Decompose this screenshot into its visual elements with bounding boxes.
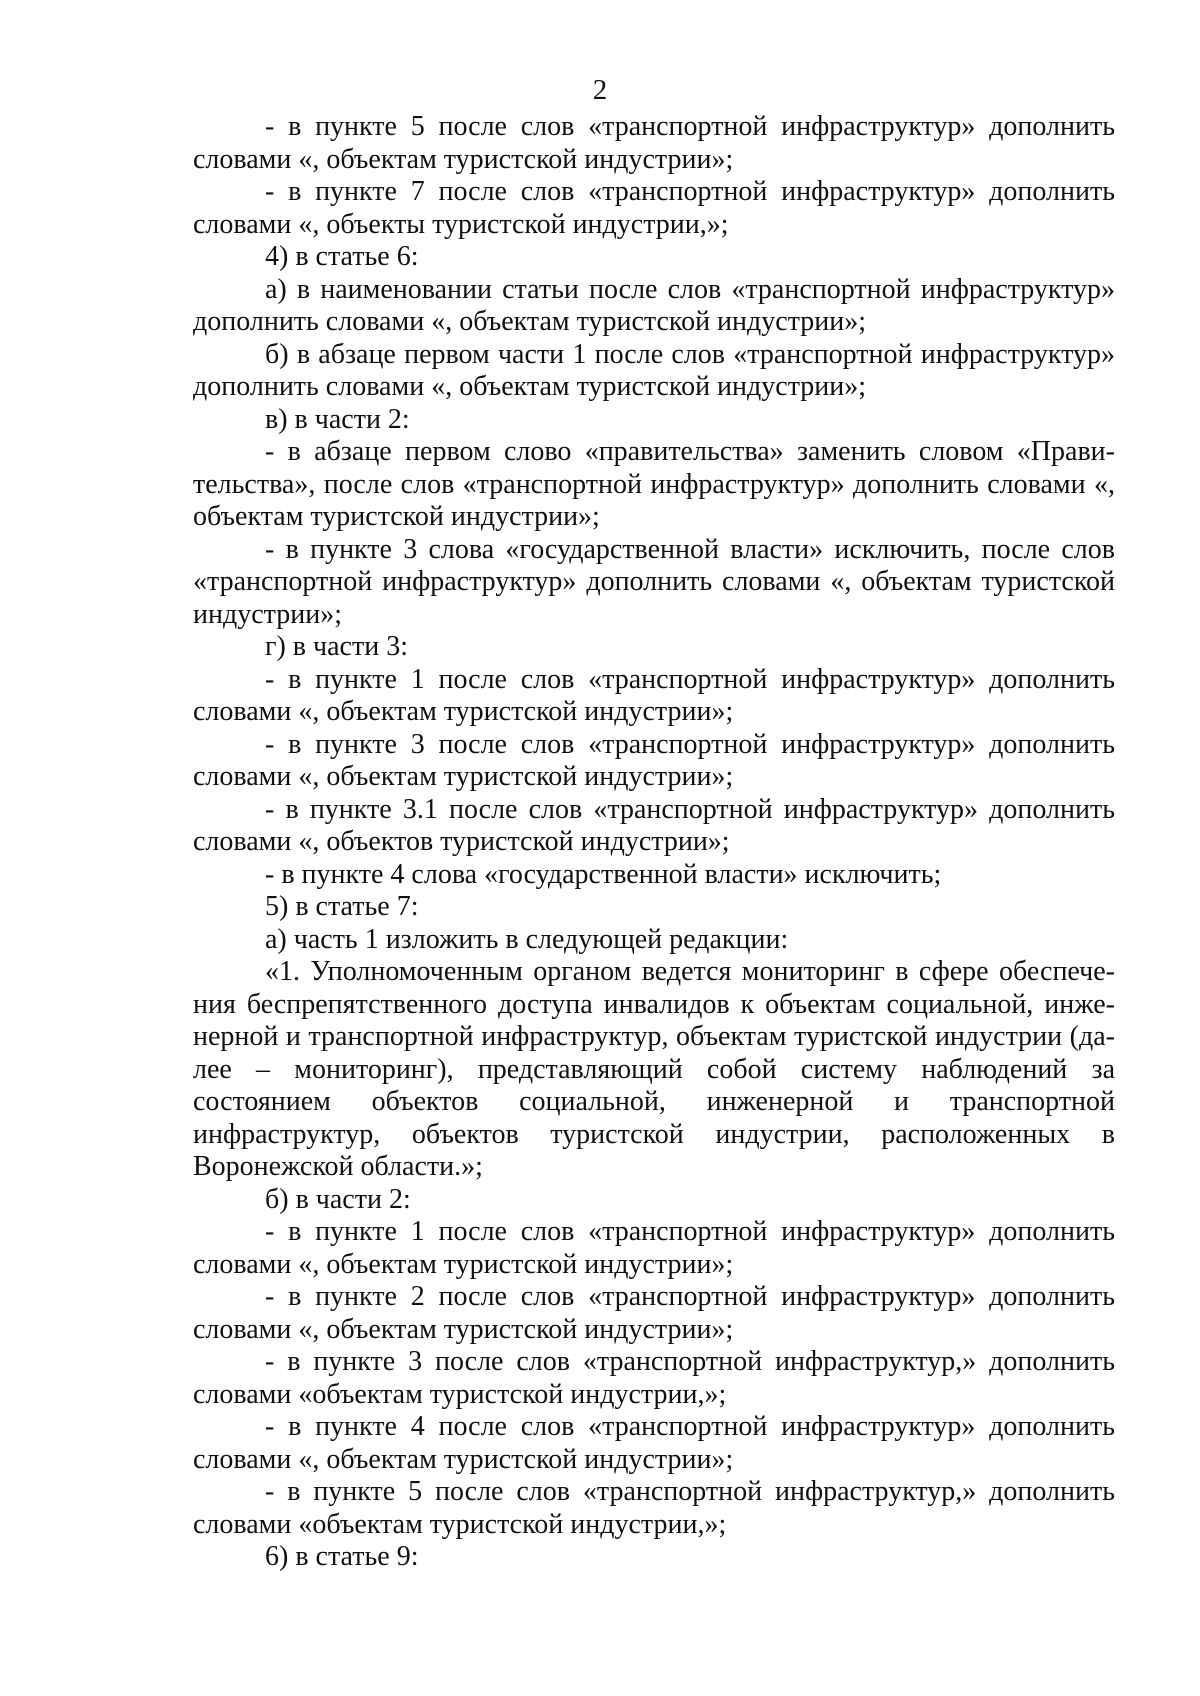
paragraph: а) часть 1 изложить в следующей редакции: [265,923,789,955]
paragraph: - в абзаце первом слово «правительства» заменить словом «Правительства», после слов «транспортной инфраструктур» дополнить словами «, объектам туристской индустрии»; [193,436,1115,532]
paragraph: 6) в статье 9: [265,1541,419,1572]
paragraph: а) в наименовании статьи после слов «транспортной инфраструктур» дополнить словами «, объектам туристской индустрии»; [193,273,1115,337]
paragraph: - в пункте 3 после слов «транспортной инфраструктур,» дополнить словами «объектам туристской индустрии,»; [193,1346,1115,1410]
paragraph: - в пункте 3 после слов «транспортной инфраструктур» дополнить словами «, объектам туристской индустрии»; [193,728,1115,792]
paragraph: - в пункте 5 после слов «транспортной инфраструктур,» дополнить словами «объектам туристской индустрии,»; [193,1476,1115,1540]
page-number: 2 [592,74,608,106]
paragraph: - в пункте 3 слова «государственной власти» исключить, после слов «транспортной инфраструктур» дополнить словами «, объектам туристской индустрии»; [193,533,1115,630]
paragraph: - в пункте 5 после слов «транспортной инфраструктур» дополнить словами «, объектам туристской индустрии»; [193,111,1115,175]
paragraph: - в пункте 3.1 после слов «транспортной инфраструктур» дополнить словами «, объектов туристской индустрии»; [193,793,1115,857]
paragraph: в) в части 2: [265,403,410,435]
paragraph: 4) в статье 6: [265,241,419,272]
paragraph: б) в абзаце первом части 1 после слов «транспортной инфраструктур» дополнить словами «, объектам туристской индустрии»; [193,338,1115,402]
paragraph: г) в части 3: [265,631,408,662]
paragraph: - в пункте 4 после слов «транспортной инфраструктур» дополнить словами «, объектам туристской индустрии»; [193,1411,1115,1475]
paragraph: - в пункте 1 после слов «транспортной инфраструктур» дополнить словами «, объектам туристской индустрии»; [193,663,1115,727]
paragraph: - в пункте 7 после слов «транспортной инфраструктур» дополнить словами «, объекты туристской индустрии,»; [193,176,1115,240]
paragraph: б) в части 2: [265,1183,411,1215]
paragraph: - в пункте 1 после слов «транспортной инфраструктур» дополнить словами «, объектам туристской индустрии»; [193,1216,1115,1280]
paragraph: - в пункте 4 слова «государственной власти» исключить; [265,858,942,890]
paragraph: 5) в статье 7: [265,891,419,922]
paragraph: - в пункте 2 после слов «транспортной инфраструктур» дополнить словами «, объектам туристской индустрии»; [193,1281,1115,1345]
paragraph: «1. Уполномоченным органом ведется мониторинг в сфере обеспечения беспрепятственного доступа инвалидов к объектам социальной, инженерной и транспортной инфраструктур, объектам туристской индустрии (далее – мониторинг), представляющий собой систему наблюдений за состоянием объектов социальной, инженерной и транспортной инфраструктур, объектов туристской индустрии, расположенных в Воронежской области.»; [193,956,1115,1182]
document-body [193,111,1115,1574]
